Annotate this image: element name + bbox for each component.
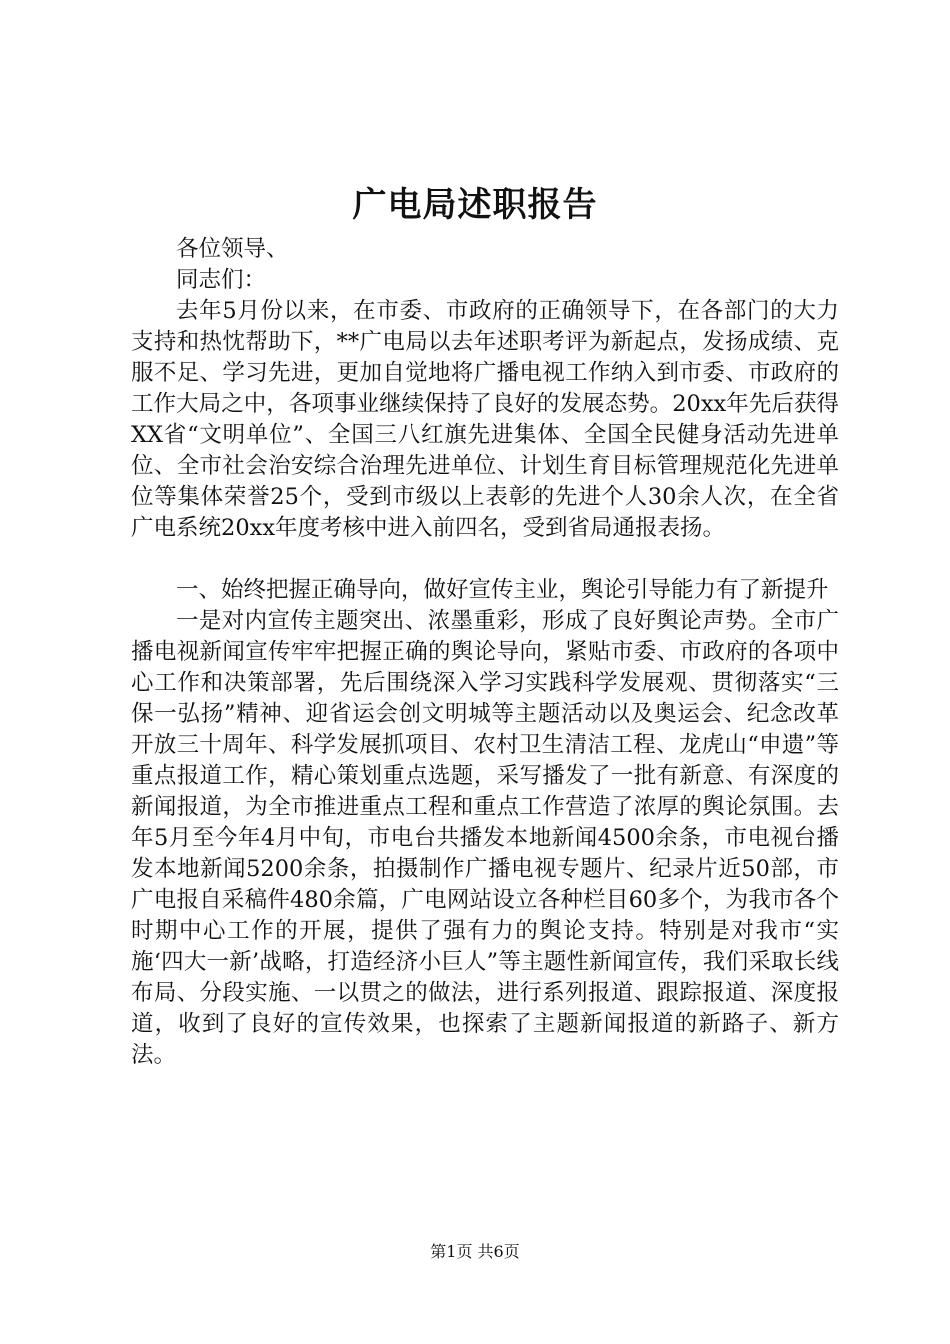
salutation-line-1: 各位领导、 xyxy=(176,236,289,262)
page-number: 第1页 共6页 xyxy=(430,1242,520,1261)
document-body xyxy=(131,234,839,1071)
section-heading-1: 一、始终把握正确导向，做好宣传主业，舆论引导能力有了新提升 xyxy=(176,577,829,603)
paragraph-intro: 去年5月份以来，在市委、市政府的正确领导下，在各部门的大力支持和热忱帮助下，**广电局以去年述职考评为新起点，发扬成绩、克服不足、学习先进，更加自觉地将广播电视工作纳入到市委、市政府的工作大局之中，各项事业继续保持了良好的发展态势。20xx年先后获得XX省“文明单位”、全国三八红旗先进集体、全国全民健身活动先进单位、全市社会治安综合治理先进单位、计划生育目标管理规范化先进单位等集体荣誉25个，受到市级以上表彰的先进个人30余人次，在全省广电系统20xx年度考核中进入前四名，受到省局通报表扬。 xyxy=(131,298,839,541)
salutation-line-2: 同志们： xyxy=(176,267,267,293)
paragraph-spacer xyxy=(131,544,839,575)
document-title: 广电局述职报告 xyxy=(352,185,598,225)
paragraph-section-1: 一是对内宣传主题突出、浓墨重彩，形成了良好舆论声势。全市广播电视新闻宣传牢牢把握正确的舆论导向，紧贴市委、市政府的各项中心工作和决策部署，先后围绕深入学习实践科学发展观、贯彻落实“三保一弘扬”精神、迎省运会创文明城等主题活动以及奥运会、纪念改革开放三十周年、科学发展抓项目、农村卫生清洁工程、龙虎山“申遗”等重点报道工作，精心策划重点选题，采写播发了一批有新意、有深度的新闻报道，为全市推进重点工程和重点工作营造了浓厚的舆论氛围。去年5月至今年4月中旬，市电台共播发本地新闻4500余条，市电视台播发本地新闻5200余条，拍摄制作广播电视专题片、纪录片近50部，市广电报自采稿件480余篇，广电网站设立各种栏目60多个，为我市各个时期中心工作的开展，提供了强有力的舆论支持。特别是对我市“实施‘四大一新’战略，打造经济小巨人”等主题性新闻宣传，我们采取长线布局、分段实施、一以贯之的做法，进行系列报道、跟踪报道、深度报道，收到了良好的宣传效果，也探索了主题新闻报道的新路子、新方法。 xyxy=(131,608,839,1068)
